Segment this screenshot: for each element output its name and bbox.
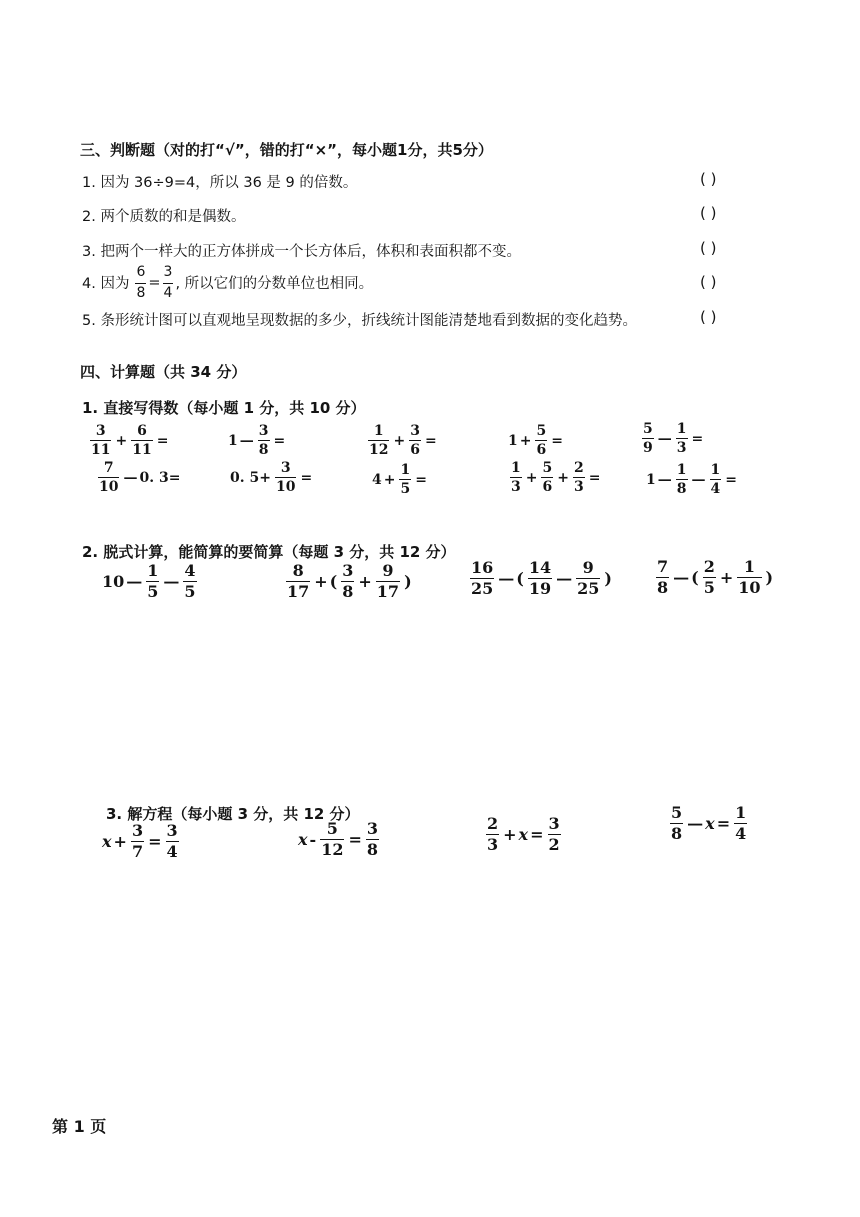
question-1: 1. 因为 36÷9=4，所以 36 是 9 的倍数。 (82, 175, 358, 191)
calc-3: $\frac{1}{12}$ + $\frac{3}{6}$ = (369, 423, 437, 458)
calc-2: 1 — $\frac{3}{8}$ = (228, 423, 286, 458)
question-3: 3. 把两个一样大的正方体拼成一个长方体后，体积和表面积都不变。 (82, 244, 521, 260)
equation-1: x + $\frac{3}{7}$ = $\frac{3}{4}$ (102, 821, 178, 861)
question-4: 4. 因为 $\frac{6}{8}$ = $\frac{3}{4}$ , 所以它们的分数单位也相同。 (82, 264, 374, 301)
compute-2: $\frac{8}{17}$ + ( $\frac{3}{8}$ + $\frac{9}{17}$ ) (287, 561, 412, 601)
section3-title: 三、判断题（对的打“√”，错的打“×”，每小题1分，共5分） (80, 141, 493, 159)
calc-7: 0. 5+ $\frac{3}{10}$ = (230, 460, 313, 495)
answer-paren-3[interactable]: ( ) (700, 239, 717, 257)
equation-4: $\frac{5}{8}$ — x = $\frac{1}{4}$ (671, 803, 747, 843)
part1-title: 1. 直接写得数（每小题 1 分，共 10 分） (82, 399, 366, 417)
question-5: 5. 条形统计图可以直观地呈现数据的多少，折线统计图能清楚地看到数据的变化趋势。 (82, 313, 637, 329)
calc-4: 1 + $\frac{5}{6}$ = (508, 423, 563, 458)
answer-paren-5[interactable]: ( ) (700, 308, 717, 326)
compute-4: $\frac{7}{8}$ — ( $\frac{2}{5}$ + $\frac{1}{10}$ ) (657, 557, 774, 597)
equation-2: x - $\frac{5}{12}$ = $\frac{3}{8}$ (298, 819, 378, 859)
page-number: 第 1 页 (52, 1117, 107, 1136)
answer-paren-4[interactable]: ( ) (700, 273, 717, 291)
compute-1: 10 — $\frac{1}{5}$ — $\frac{4}{5}$ (102, 561, 196, 601)
part3-title: 3. 解方程（每小题 3 分，共 12 分） (106, 805, 360, 823)
calc-8: 4 + $\frac{1}{5}$ = (372, 462, 427, 497)
calc-5: $\frac{5}{9}$ — $\frac{1}{3}$ = (643, 421, 704, 456)
answer-paren-2[interactable]: ( ) (700, 204, 717, 222)
section4-title: 四、计算题（共 34 分） (80, 363, 247, 381)
calc-6: $\frac{7}{10}$ — 0. 3= (99, 460, 181, 495)
calc-9: $\frac{1}{3}$ + $\frac{5}{6}$ + $\frac{2}{3}$ = (511, 460, 601, 495)
answer-paren-1[interactable]: ( ) (700, 170, 717, 188)
part2-title: 2. 脱式计算，能简算的要简算（每题 3 分，共 12 分） (82, 543, 456, 561)
question-2: 2. 两个质数的和是偶数。 (82, 209, 246, 225)
calc-10: 1 — $\frac{1}{8}$ — $\frac{1}{4}$ = (646, 462, 737, 497)
equation-3: $\frac{2}{3}$ + x = $\frac{3}{2}$ (487, 814, 560, 854)
compute-3: $\frac{16}{25}$ — ( $\frac{14}{19}$ — $\frac{9}{25}$ ) (471, 558, 612, 598)
calc-1: $\frac{3}{11}$ + $\frac{6}{11}$ = (91, 423, 169, 458)
